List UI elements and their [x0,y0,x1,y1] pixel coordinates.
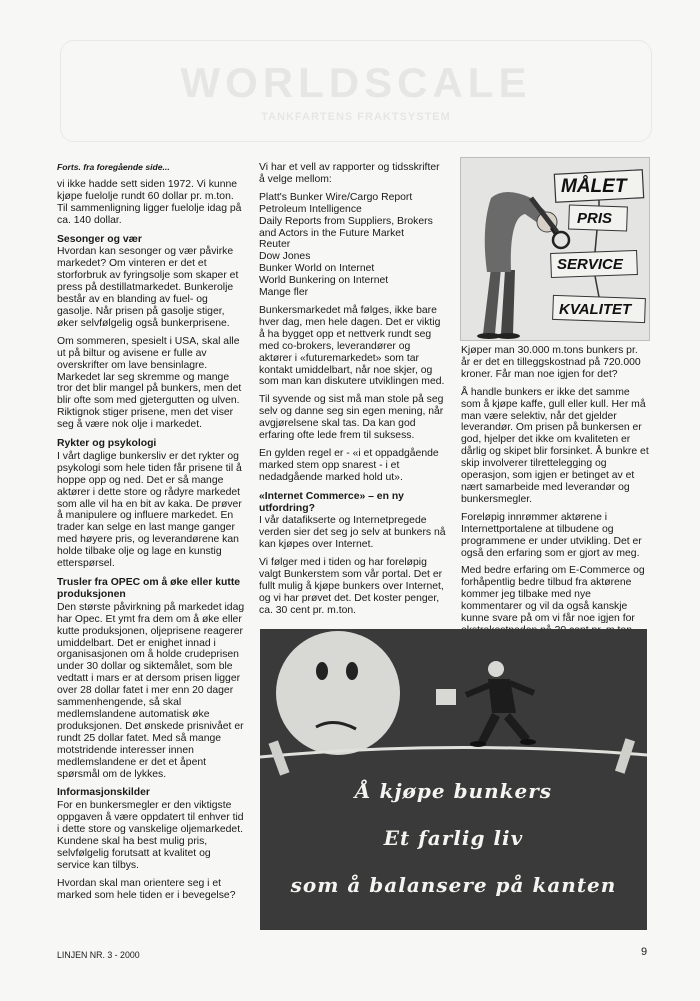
goal-item: KVALITET [559,301,632,318]
article-column-3 [461,345,649,655]
source-list [259,192,446,299]
worldscale-banner [60,40,652,142]
paragraph: Å handle bunkers er ikke det samme som å kjøpe kaffe, gull eller kull. Her må man være selektiv, når det gjelder leverandør. Om prisen på bunkersen er god, hjelper det ikke om kvaliteten er dårlig og skipet blir forsinket. Å bunkre et skip involverer tilrettelegging og operasjon, som igjen er betinget av et nært samarbeide med leverandør og bunkersmegler. [461,386,649,505]
section-heading: Trusler fra OPEC om å øke eller kutte produksjonen [57,577,241,600]
cartoon-caption: Et farlig liv [383,826,524,850]
article-column-2 [259,162,446,623]
paragraph: I vårt daglige bunkersliv er det rykter og psykologi som hele tiden får prisene til å hoppe opp og ned. Det er så mange aktører i dette store og rådyre markedet som alle vil ha en bit av kaka. De prøver å manipulere og influere markedet. En trader kan selge en last mange ganger med høyere pris, og leverandørene kan holde tilbake olje og lage en kunstig etterspørsel. [57,450,242,570]
section-heading: Informasjonskilder [57,787,150,799]
paragraph: Med bedre erfaring om E-Commerce og forhåpentlig bedre tilbud fra aktørene kommer jeg tilbake med nye kommentarer og vil da også kanskje kunne svare på om vi får noe igjen for [461,565,645,625]
goal-item: PRIS [577,210,613,227]
paragraph: Foreløpig innrømmer aktørene i Internettportalene at tilbudene og programmene er under utvikling. Det er også den erfaring som er gjort av meg. [461,511,642,559]
paragraph: En gylden regel er - «i et oppadgående marked stem opp snarest - i et nedadgående marked hold ut». [259,447,439,483]
section-heading: Rykter og psykologi [57,438,157,450]
page-number: 9 [641,946,648,958]
cartoon-caption: som å balansere på kanten [290,873,617,897]
goal-title: MÅLET [561,176,627,197]
paragraph: Kjøper man 30.000 m.tons bunkers pr. år er det en tilleggskostnad på 720.000 kroner. Får man noe igjen for det? [461,345,641,380]
paragraph: Hvordan kan sesonger og vær påvirke markedet? Om vinteren er det et storforbruk av fyringsolje som skaper et press på destillatmarkedet. Bunkerolje består av en blanding av fuel- og gasolje. Når prisen på gasolje stiger, øker selvfølgelig også bunkerprisene. [57,246,239,329]
article-column-1 [57,162,245,908]
paragraph: vi ikke hadde sett siden 1972. Vi kunne kjøpe fuelolje rundt 60 dollar pr. m.ton. Til sammenligning ligger fuelolje idag på ca. 140 dollar. [57,178,242,226]
paragraph: Bunkersmarkedet må følges, ikke bare hver dag, men hele dagen. Det er viktig å ha bygget opp et nettverk rundt seg med co-brokers, leverandører og aktører i «futuremarkedet» som tar kontakt umiddelbart, når noe skjer, og som man kan diskutere utviklingen med. [259,304,445,388]
publication-footer: LINJEN NR. 3 - 2000 [57,950,140,960]
paragraph: Hvordan skal man orientere seg i et marked som hele tiden er i bevegelse? [57,877,236,901]
source-item: Petroleum Intelligence [259,203,362,215]
source-item: Bunker World on Internet [259,263,375,275]
paragraph: I vår datafikserte og Internetpregede verden sier det seg jo selv at bunkers nå kan kjøpes over Internet. [259,515,446,551]
section-heading: Sesonger og vær [57,233,142,245]
paragraph: Om sommeren, spesielt i USA, skal alle ut på biltur og avisene er fulle av overskrifter om lave bensinlagre. Markedet lar seg skremme og mange tror det blir mangel på bunkers, men det blir ofte som med gjetergutten og ulven. Riktignok stiger prisene, men det viser seg å være nok olje i markedet. [57,335,242,431]
paragraph: Den største påvirkning på markedet idag har Opec. Et ymt fra dem om å øke eller kutte produksjonen, oljeprisene reagerer umiddelbart. Det er enighet innad i organisasjonen om å holde crudeprisen under 30 dollar og siktemålet, som ble vedtatt i mars er at dersom prisen ligger over 28 dollar fatet i mer enn 20 dager sammenhengende, så skal medlemslandene automatisk øke produksjonen. Det ønskede prisnivået er rundt 25 dollar fatet. Med så mange motstridende interesser innen medlemslandene er det et åpent spørsmål om de lykkes. [57,601,245,780]
continued-note: Forts. fra foregående side... [57,162,170,172]
source-item: Daily Reports from Suppliers, Brokers and Actors in the Future Market [259,215,433,239]
source-item: Reuter [259,239,291,251]
goal-figure [460,157,650,341]
goal-item: SERVICE [557,256,623,273]
source-item: Dow Jones [259,251,311,263]
section-heading: «Internet Commerce» – en ny utfordring? [259,490,404,514]
banner-title: WORLDSCALE [180,59,532,106]
cartoon-illustration [260,629,647,930]
paragraph: Vi har et vell av rapporter og tidsskrifter å velge mellom: [259,162,440,185]
banner-subtitle: TANKFARTENS FRAKTSYSTEM [261,111,451,123]
paragraph: Vi følger med i tiden og har foreløpig valgt Bunkerstem som vår portal. Det er fullt mulig å kjøpe bunkers over Internet, og vi har prøvet det. Det koster penger, ca. 30 cent pr. m.ton. [259,557,444,616]
paragraph: For en bunkersmegler er den viktigste oppgaven å være oppdatert til enhver tid i dette store og vanskelige oljemarkedet. Kundene skal ha best mulig pris, selvfølgelig forutsatt at kvalitet og service kan tilbys. [57,800,244,871]
source-item: Platt's Bunker Wire/Cargo Report [259,191,413,203]
paragraph: Til syvende og sist må man stole på seg selv og danne seg sin egen mening, når avgjørelsene skal tas. Da kan god erfaring ofte lede frem til suksess. [259,394,444,442]
cartoon-caption: Å kjøpe bunkers [354,779,553,803]
source-item: World Bunkering on Internet [259,275,389,287]
source-item: Mange fler [259,287,309,299]
